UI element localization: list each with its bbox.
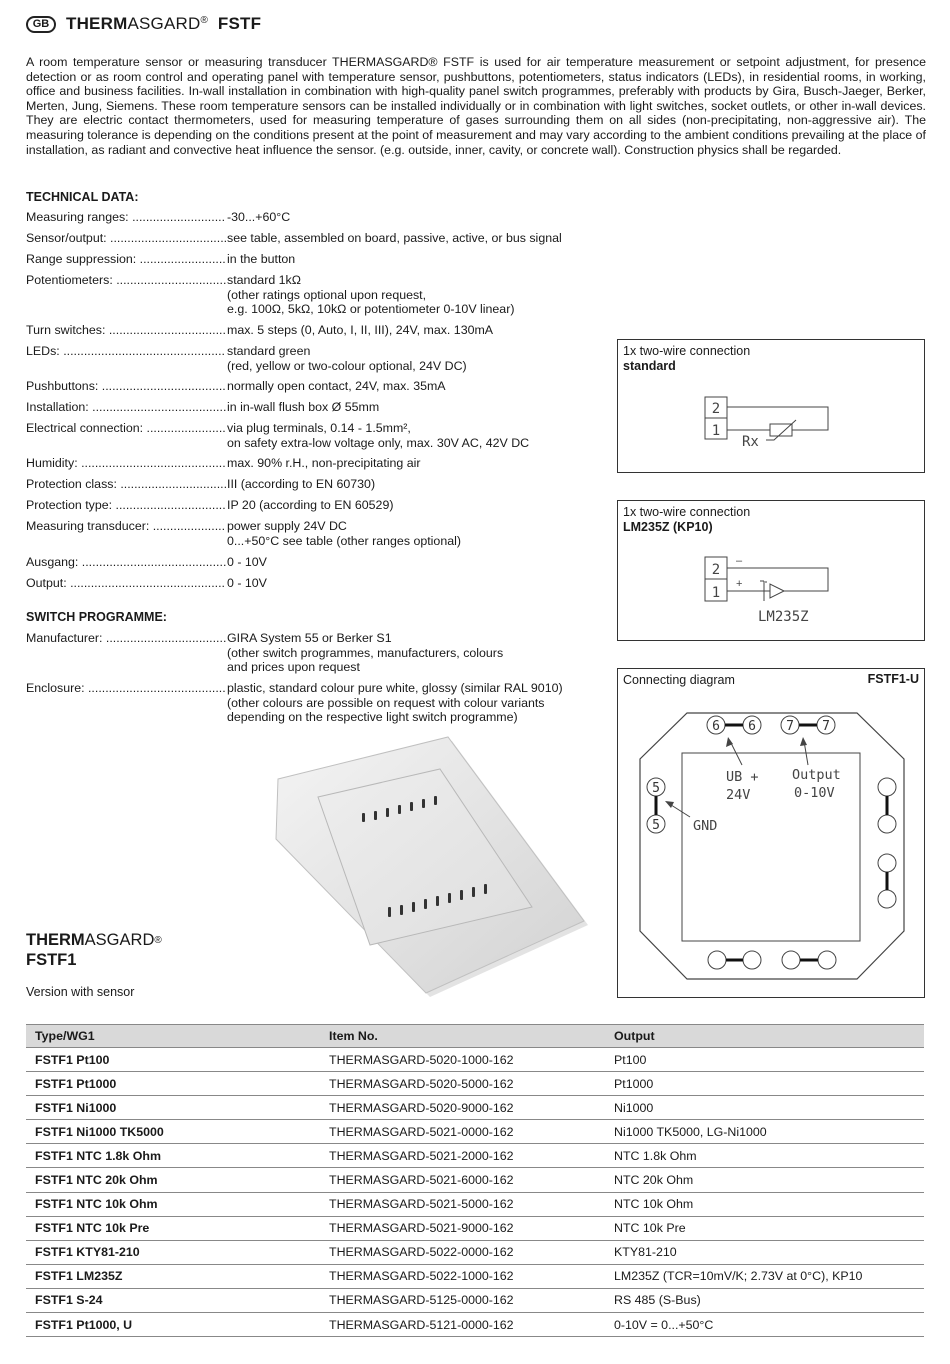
intro-paragraph: A room temperature sensor or measuring transducer THERMASGARD® FSTF is used for air temperature measurement or setpoint adjustment, for presence detection or as room control and operating panel with temperature sensor, pushbuttons, potentiometers, status indicators (LEDs), in residential rooms, in working, office and business facilities. In-wall installation in combination with high-quality panel switch programmes, preferably with products by Gira, Busch-Jaeger, Berker, Merten, Jung, Siemens. These room temperature sensors can be installed individually or in combination with light switches, socket outlets, or other in-wall devices. They are electric contact thermometers, used for measuring temperature of gases surrounding them on all sides (non-precipitating, non-aggressive air). The measuring tolerance is depending on the conditions present at the point of measurement and may vary according to the ambient conditions prevailing at the place of installation, as radiant and convective heat influence the sensor. (e.g. outside, inner, cavity, or concrete wall). Construction physics shall be regarded. [26, 55, 926, 157]
cell-type: FSTF1 LM235Z [26, 1264, 320, 1288]
cell-item-no: THERMASGARD-5021-5000-162 [320, 1192, 605, 1216]
spec-label-text: Sensor/output: [26, 231, 107, 245]
spec-label [26, 379, 226, 394]
spec-label [26, 681, 226, 696]
cell-output: NTC 10k Pre [605, 1216, 924, 1240]
spec-value: power supply 24V DC 0...+50°C see table (other ranges optional) [227, 519, 461, 548]
terminal-7b-label: 7 [822, 719, 830, 734]
table-row [26, 1168, 924, 1192]
title-model: FSTF [217, 14, 262, 33]
cell-output: KTY81-210 [605, 1240, 924, 1264]
spec-label-text: Output: [26, 576, 67, 590]
cell-output: Ni1000 TK5000, LG-Ni1000 [605, 1120, 924, 1144]
title-reg-mark: ® [200, 15, 209, 26]
spec-label [26, 323, 226, 338]
cell-type: FSTF1 NTC 20k Ohm [26, 1168, 320, 1192]
spec-label-text: Range suppression: [26, 252, 137, 266]
spec-label-text: Installation: [26, 400, 89, 414]
table-row [26, 1192, 924, 1216]
cell-type: FSTF1 S-24 [26, 1288, 320, 1312]
spec-label [26, 631, 226, 646]
cell-output: Ni1000 [605, 1096, 924, 1120]
table-row [26, 1313, 924, 1337]
cell-item-no: THERMASGARD-5022-1000-162 [320, 1264, 605, 1288]
resistor-label: Rx [742, 434, 759, 450]
product-brand-light: ASGARD [84, 931, 155, 949]
spec-value: see table, assembled on board, passive, active, or bus signal [227, 231, 562, 245]
connecting-diagram-caption: Connecting diagram [623, 673, 735, 687]
spec-label [26, 344, 226, 359]
spec-label-text: Measuring transducer: [26, 519, 150, 533]
connecting-diagram-drawing [618, 669, 926, 999]
spec-value: IP 20 (according to EN 60529) [227, 498, 394, 512]
cell-type: FSTF1 KTY81-210 [26, 1240, 320, 1264]
product-reg-mark: ® [154, 935, 162, 946]
product-title [26, 930, 162, 970]
cell-output: NTC 10k Ohm [605, 1192, 924, 1216]
cell-type: FSTF1 Pt1000 [26, 1072, 320, 1096]
spec-label [26, 555, 226, 570]
col-header-output: Output [605, 1025, 924, 1048]
lm235z-label: LM235Z [758, 609, 809, 625]
cell-item-no: THERMASGARD-5020-5000-162 [320, 1072, 605, 1096]
spec-label [26, 252, 226, 267]
spec-label [26, 400, 226, 415]
terminal-2-label: 2 [711, 401, 721, 417]
spec-value: in the button [227, 252, 296, 266]
plus-label: + [736, 578, 743, 590]
spec-label-text: Potentiometers: [26, 273, 113, 287]
spec-label [26, 498, 226, 513]
spec-value: GIRA System 55 or Berker S1 (other switch programmes, manufacturers, colours and prices upon request [227, 631, 504, 674]
title-brand-bold: THERM [66, 14, 128, 33]
spec-label [26, 519, 226, 534]
diagram-lm235z [617, 500, 925, 641]
table-row [26, 1216, 924, 1240]
table-row [26, 1240, 924, 1264]
cell-output: NTC 20k Ohm [605, 1168, 924, 1192]
spec-value: -30...+60°C [227, 210, 291, 224]
cell-item-no: THERMASGARD-5022-0000-162 [320, 1240, 605, 1264]
spec-label [26, 576, 226, 591]
cell-output: Pt100 [605, 1048, 924, 1072]
cell-item-no: THERMASGARD-5125-0000-162 [320, 1288, 605, 1312]
spec-label [26, 210, 226, 225]
col-header-item-no: Item No. [320, 1025, 605, 1048]
cell-type: FSTF1 Ni1000 TK5000 [26, 1120, 320, 1144]
terminal-2-label: 2 [711, 562, 721, 578]
cell-output: LM235Z (TCR=10mV/K; 2.73V at 0°C), KP10 [605, 1264, 924, 1288]
cell-output: RS 485 (S-Bus) [605, 1288, 924, 1312]
diagram-standard-subcaption: standard [623, 359, 676, 373]
spec-label-text: Electrical connection: [26, 421, 144, 435]
spec-label-text: LEDs: [26, 344, 60, 358]
table-row [26, 1264, 924, 1288]
product-model: FSTF1 [26, 951, 77, 969]
product-brand-bold: THERM [26, 931, 85, 949]
terminal-1-label: 1 [711, 423, 721, 439]
table-row [26, 1048, 924, 1072]
cell-item-no: THERMASGARD-5021-6000-162 [320, 1168, 605, 1192]
cell-type: FSTF1 Pt1000, U [26, 1313, 320, 1337]
cell-item-no: THERMASGARD-5021-0000-162 [320, 1120, 605, 1144]
spec-value: max. 5 steps (0, Auto, I, II, III), 24V, max. 130mA [227, 323, 494, 337]
cell-output: NTC 1.8k Ohm [605, 1144, 924, 1168]
table-header-row [26, 1025, 924, 1048]
gnd-label: GND [693, 818, 718, 834]
spec-label-text: Protection class: [26, 477, 117, 491]
terminal-5b-label: 5 [652, 818, 660, 833]
diagram-lm235z-subcaption: LM235Z (KP10) [623, 520, 713, 534]
diagram-lm235z-drawing [618, 501, 926, 642]
cell-item-no: THERMASGARD-5020-9000-162 [320, 1096, 605, 1120]
cell-type: FSTF1 NTC 10k Ohm [26, 1192, 320, 1216]
cell-output: Pt1000 [605, 1072, 924, 1096]
diagram-standard-drawing [618, 340, 926, 474]
technical-data-heading: TECHNICAL DATA: [26, 190, 139, 204]
cell-item-no: THERMASGARD-5021-9000-162 [320, 1216, 605, 1240]
spec-label [26, 421, 226, 436]
product-version: Version with sensor [26, 985, 135, 999]
ub-label-line1: UB + [726, 769, 759, 785]
spec-value: 0 - 10V [227, 576, 267, 590]
cell-type: FSTF1 Pt100 [26, 1048, 320, 1072]
spec-label-text: Enclosure: [26, 681, 85, 695]
connecting-diagram-model: FSTF1-U [867, 672, 919, 686]
title-brand-light: ASGARD [127, 14, 201, 33]
product-table [26, 1024, 924, 1337]
product-photo [270, 735, 600, 1005]
table-row [26, 1072, 924, 1096]
spec-label [26, 456, 226, 471]
page-title [66, 14, 261, 34]
spec-label-text: Pushbuttons: [26, 379, 99, 393]
col-header-type: Type/WG1 [26, 1025, 320, 1048]
diagram-standard-caption: 1x two-wire connection [623, 344, 751, 358]
cell-output: 0-10V = 0...+50°C [605, 1313, 924, 1337]
cell-type: FSTF1 Ni1000 [26, 1096, 320, 1120]
table-body [26, 1048, 924, 1337]
spec-label-text: Ausgang: [26, 555, 79, 569]
spec-label [26, 273, 226, 288]
output-label-line2: 0-10V [794, 785, 835, 801]
cell-item-no: THERMASGARD-5021-2000-162 [320, 1144, 605, 1168]
terminal-6b-label: 6 [748, 719, 756, 734]
table-row [26, 1144, 924, 1168]
terminal-1-label: 1 [711, 585, 721, 601]
spec-value: plastic, standard colour pure white, glossy (similar RAL 9010) (other colours are possible on request with colour variants depending on the respective light switch programme) [227, 681, 563, 724]
output-label-line1: Output [792, 767, 841, 783]
spec-label-text: Protection type: [26, 498, 113, 512]
spec-label-text: Humidity: [26, 456, 78, 470]
table-row [26, 1288, 924, 1312]
cell-type: FSTF1 NTC 10k Pre [26, 1216, 320, 1240]
spec-value: standard green (red, yellow or two-colour optional, 24V DC) [227, 344, 467, 373]
spec-value: normally open contact, 24V, max. 35mA [227, 379, 446, 393]
terminal-7a-label: 7 [786, 719, 794, 734]
switch-programme-heading: SWITCH PROGRAMME: [26, 610, 167, 624]
spec-value: via plug terminals, 0.14 - 1.5mm², on safety extra-low voltage only, max. 30V AC, 42V DC [227, 421, 530, 450]
spec-label-text: Manufacturer: [26, 631, 103, 645]
spec-label-text: Turn switches: [26, 323, 106, 337]
diagram-connecting [617, 668, 925, 998]
terminal-6a-label: 6 [712, 719, 720, 734]
language-badge: GB [26, 16, 56, 33]
terminal-5a-label: 5 [652, 781, 660, 796]
ub-label-line2: 24V [726, 787, 751, 803]
cell-item-no: THERMASGARD-5020-1000-162 [320, 1048, 605, 1072]
spec-value: max. 90% r.H., non-precipitating air [227, 456, 421, 470]
page-header [26, 12, 261, 36]
minus-label: – [736, 555, 743, 567]
diagram-standard [617, 339, 925, 473]
spec-value: III (according to EN 60730) [227, 477, 376, 491]
cell-type: FSTF1 NTC 1.8k Ohm [26, 1144, 320, 1168]
diagram-lm235z-caption: 1x two-wire connection [623, 505, 751, 519]
spec-label [26, 231, 226, 246]
spec-value: in in-wall flush box Ø 55mm [227, 400, 380, 414]
cell-item-no: THERMASGARD-5121-0000-162 [320, 1313, 605, 1337]
spec-value: 0 - 10V [227, 555, 267, 569]
table-row [26, 1120, 924, 1144]
spec-label [26, 477, 226, 492]
spec-value: standard 1kΩ (other ratings optional upon request, e.g. 100Ω, 5kΩ, 10kΩ or potentiometer 0-10V linear) [227, 273, 515, 316]
spec-label-text: Measuring ranges: [26, 210, 129, 224]
table-row [26, 1096, 924, 1120]
